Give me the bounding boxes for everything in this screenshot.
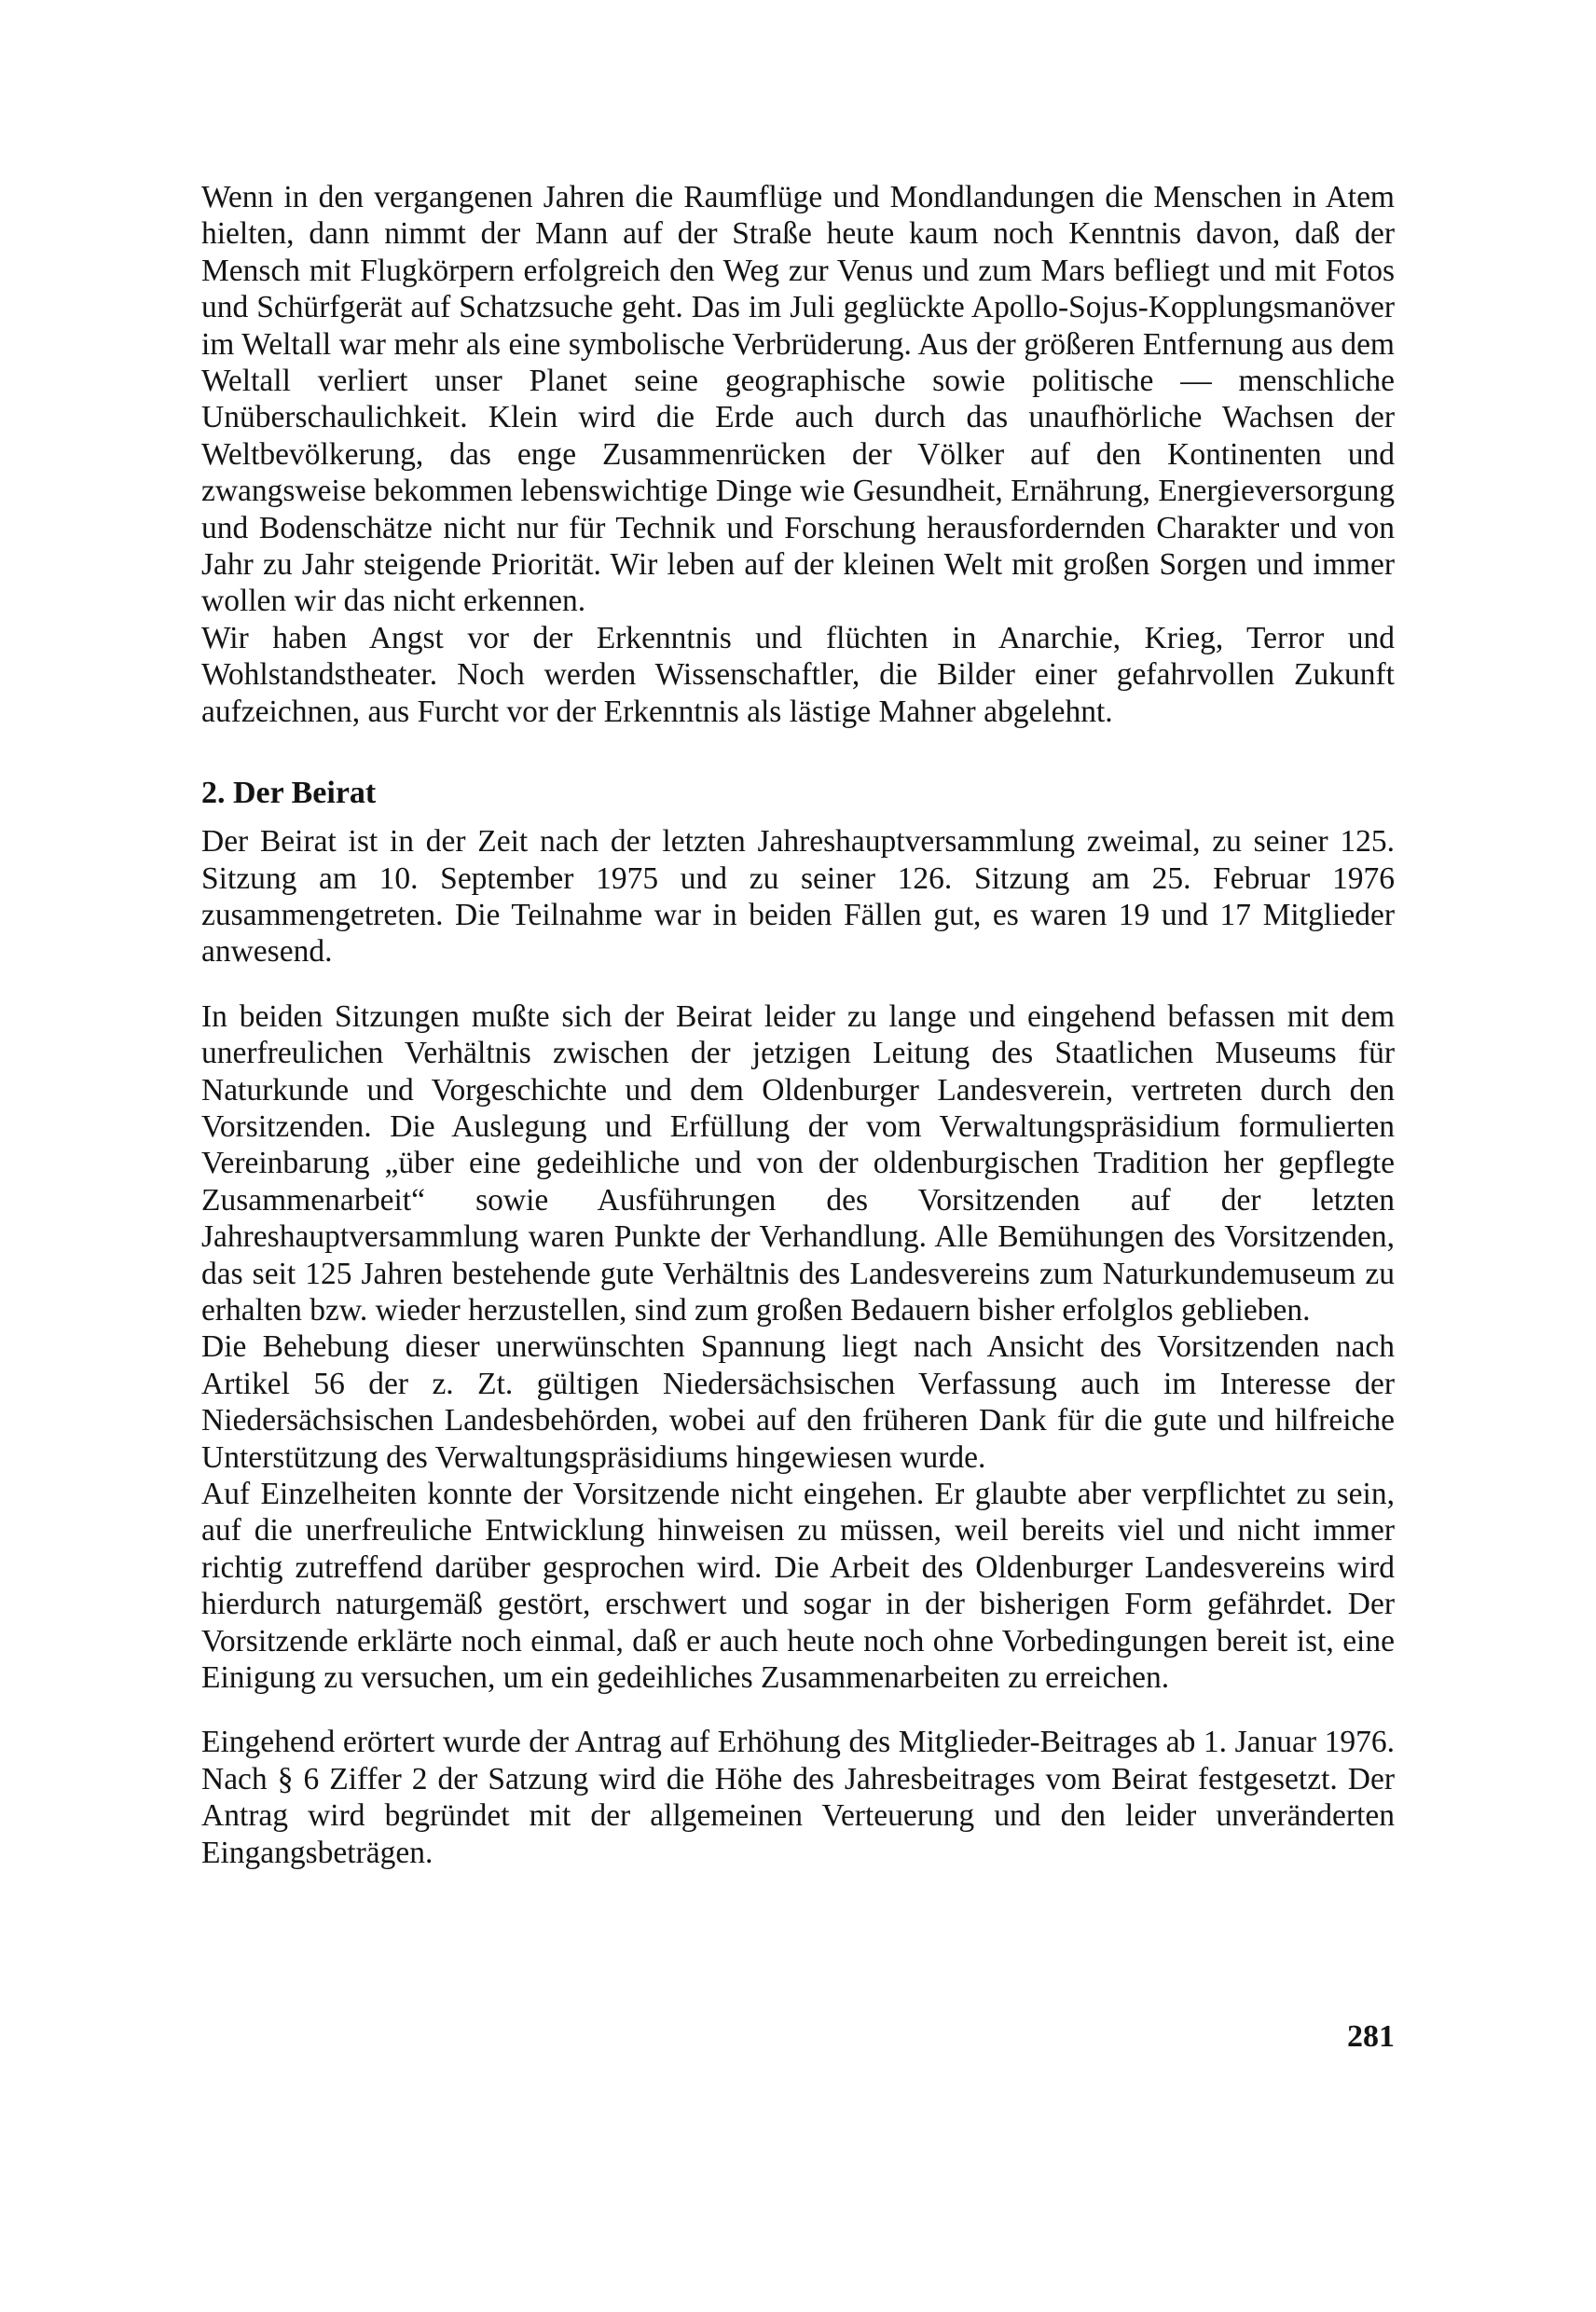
intro-paragraph-1: Wenn in den vergangenen Jahren die Raumflüge und Mondlandungen die Menschen in Atem hielten, dann nimmt der Mann auf der Straße heute kaum noch Kenntnis davon, daß der Mensch mit Flugkörpern erfolgreich den Weg zur Venus und zum Mars befliegt und mit Fotos und Schürfgerät auf Schatzsuche geht. Das im Juli geglückte Apollo-Sojus-Kopplungsmanöver im Weltall war mehr als eine symbolische Verbrüderung. Aus der größeren Entfernung aus dem Weltall verliert unser Planet seine geographische sowie politische — menschliche Unüberschaulichkeit. Klein wird die Erde auch durch das unaufhörliche Wachsen der Weltbevölkerung, das enge Zusammenrücken der Völker auf den Kontinenten und zwangsweise bekommen lebenswichtige Dinge wie Gesundheit, Ernährung, Energieversorgung und Bodenschätze nicht nur für Technik und Forschung herausfordernden Charakter und von Jahr zu Jahr steigende Priorität. Wir leben auf der kleinen Welt mit großen Sorgen und immer wollen wir das nicht erkennen. <box>201 180 1395 619</box>
section-paragraph-4: Auf Einzelheiten konnte der Vorsitzende nicht eingehen. Er glaubte aber verpflichtet zu sein, auf die unerfreuliche Entwicklung hinweisen zu müssen, weil bereits viel und nicht immer richtig zutreffend darüber gesprochen wird. Die Arbeit des Oldenburger Landesvereins wird hierdurch naturgemäß gestört, erschwert und sogar in der bisherigen Form gefährdet. Der Vorsitzende erklärte noch einmal, daß er auch heute noch ohne Vorbedingungen bereit ist, eine Einigung zu versuchen, um ein gedeihliches Zusammenarbeiten zu erreichen. <box>201 1477 1395 1696</box>
section-paragraph-3: Die Behebung dieser unerwünschten Spannung liegt nach Ansicht des Vorsitzenden nach Artikel 56 der z. Zt. gültigen Niedersächsischen Verfassung auch im Interesse der Niedersächsischen Landesbehörden, wobei auf den früheren Dank für die gute und hilfreiche Unterstützung des Verwaltungspräsidiums hingewiesen wurde. <box>201 1329 1395 1475</box>
page-body <box>201 179 1395 1871</box>
section-paragraph-2: In beiden Sitzungen mußte sich der Beirat leider zu lange und eingehend befassen mit dem unerfreulichen Verhältnis zwischen der jetzigen Leitung des Staatlichen Museums für Naturkunde und Vorgeschichte und dem Oldenburger Landesverein, vertreten durch den Vorsitzenden. Die Auslegung und Erfüllung der vom Verwaltungspräsidium formulierten Vereinbarung „über eine gedeihliche und von der oldenburgischen Tradition her gepflegte Zusammenarbeit“ sowie Ausführungen des Vorsitzenden auf der letzten Jahreshauptversammlung waren Punkte der Verhandlung. Alle Bemühungen des Vorsitzenden, das seit 125 Jahren bestehende gute Verhältnis des Landesvereins zum Naturkundemuseum zu erhalten bzw. wieder herzustellen, sind zum großen Bedauern bisher erfolglos geblieben. <box>201 998 1395 1328</box>
section-heading: 2. Der Beirat <box>201 776 377 811</box>
section-paragraph-1: Der Beirat ist in der Zeit nach der letzten Jahreshauptversammlung zweimal, zu seiner 125. Sitzung am 10. September 1975 und zu seiner 126. Sitzung am 25. Februar 1976 zusammengetreten. Die Teilnahme war in beiden Fällen gut, es waren 19 und 17 Mitglieder anwesend. <box>201 824 1395 970</box>
section-paragraph-5: Eingehend erörtert wurde der Antrag auf Erhöhung des Mitglieder-Beitrages ab 1. Januar 1976. Nach § 6 Ziffer 2 der Satzung wird die Höhe des Jahresbeitrages vom Beirat festgesetzt. Der Antrag wird begründet mit der allgemeinen Verteuerung und den leider unveränderten Eingangsbeträgen. <box>201 1725 1395 1870</box>
intro-paragraph-2: Wir haben Angst vor der Erkenntnis und flüchten in Anarchie, Krieg, Terror und Wohlstandstheater. Noch werden Wissenschaftler, die Bilder einer gefahrvollen Zukunft aufzeichnen, aus Furcht vor der Erkenntnis als lästige Mahner abgelehnt. <box>201 620 1395 729</box>
page-number: 281 <box>1347 2019 1395 2054</box>
